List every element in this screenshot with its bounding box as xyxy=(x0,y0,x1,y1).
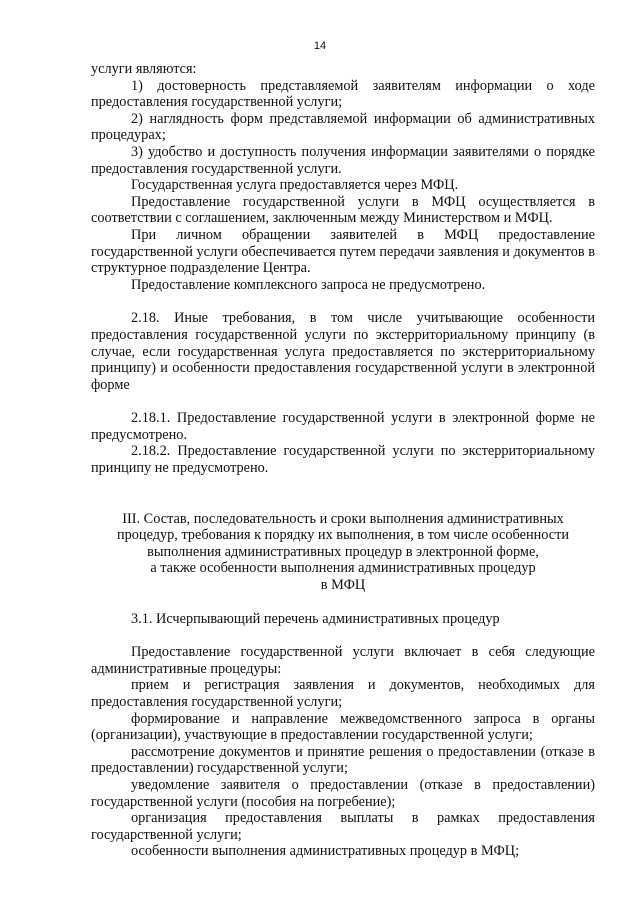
list-item: формирование и направление межведомственного запроса в органы (организации), участвующие в предоставлении государственной услуги; xyxy=(91,710,595,744)
section-3-title xyxy=(91,511,595,594)
paragraph: Предоставление комплексного запроса не предусмотрено. xyxy=(131,276,486,293)
title-line: а также особенности выполнения административных процедур xyxy=(150,560,536,577)
paragraph: Предоставление государственной услуги включает в себя следующие административные процедуры: xyxy=(91,644,595,677)
title-line: процедур, требования к порядку их выполнения, в том числе особенности xyxy=(116,527,570,544)
paragraph: Государственная услуга предоставляется через МФЦ. xyxy=(131,177,459,194)
title-line: III. Состав, последовательность и сроки выполнения административных xyxy=(122,510,564,527)
section-heading-2-18: 2.18. Иные требования, в том числе учитывающие особенности предоставления государственной услуги по экстерриториальному принципу (в случае, если государственная услуга предоставляется по экстерриториальному принципу) и особенности предоставления государственной услуги в электронной форме xyxy=(91,310,595,393)
paragraph: При личном обращении заявителей в МФЦ предоставление государственной услуги обеспечивается путем передачи заявления и документов в структурное подразделение Центра. xyxy=(91,226,595,277)
title-line: в МФЦ xyxy=(320,577,366,594)
list-item: уведомление заявителя о предоставлении (отказе в предоставлении) государственной услуги (пособия на погребение); xyxy=(91,776,595,810)
paragraph: услуги являются: xyxy=(91,61,197,77)
page-number: 14 xyxy=(313,40,327,52)
subsection-heading-3-1: 3.1. Исчерпывающий перечень административных процедур xyxy=(131,610,500,627)
list-item: особенности выполнения административных процедур в МФЦ; xyxy=(131,843,520,860)
list-item: организация предоставления выплаты в рамках предоставления государственной услуги; xyxy=(91,810,595,843)
paragraph: Предоставление государственной услуги в МФЦ осуществляется в соответствии с соглашением, заключенным между Министерством и МФЦ. xyxy=(91,193,595,227)
list-item: прием и регистрация заявления и документов, необходимых для предоставления государственной услуги; xyxy=(91,677,595,710)
paragraph: 2.18.1. Предоставление государственной услуги в электронной форме не предусмотрено. xyxy=(91,410,595,443)
paragraph: 1) достоверность представляемой заявителям информации о ходе предоставления государственной услуги; xyxy=(91,77,595,111)
paragraph: 3) удобство и доступность получения информации заявителями о порядке предоставления государственной услуги. xyxy=(91,143,595,177)
page-content xyxy=(91,61,595,860)
title-line: выполнения административных процедур в электронной форме, xyxy=(147,543,539,560)
paragraph: 2) наглядность форм представляемой информации об административных процедурах; xyxy=(91,110,595,144)
paragraph: 2.18.2. Предоставление государственной услуги по экстерриториальному принципу не предусмотрено. xyxy=(91,443,595,477)
list-item: рассмотрение документов и принятие решения о предоставлении (отказе в предоставлении) государственной услуги; xyxy=(91,743,595,777)
